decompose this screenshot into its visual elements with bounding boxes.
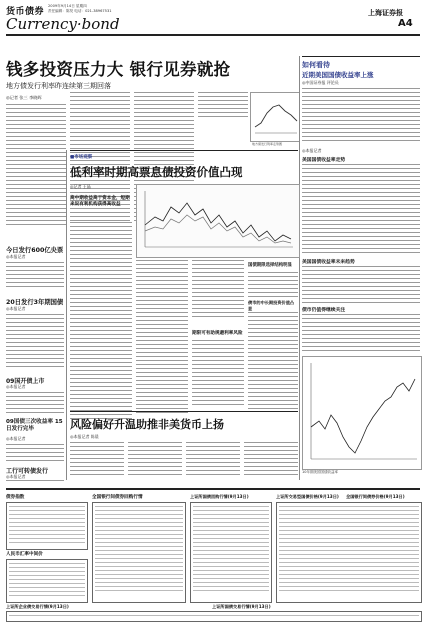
lead-subhead: 地方债发行利率昨连续第三期回落 [6, 82, 111, 90]
box8-title: 上证所国债交易行情(9月13日) [212, 604, 271, 609]
feature-sub4: 债市的中长期投资价值凸显 [248, 300, 298, 312]
box5-title: 上证所交易型国债价格(9月13日) [276, 494, 339, 499]
box6-table [276, 502, 422, 603]
box2-title: 全国银行间债券回购行情 [92, 495, 143, 500]
right-heading-1: 美国国债收益率走势 [302, 158, 346, 163]
column-divider-left [66, 150, 67, 480]
analysis-byline: ◎本报记者 陈晨 [70, 434, 99, 439]
feature-chart [136, 184, 300, 258]
lead-chart-line [255, 105, 297, 127]
lead-chart-svg [251, 93, 299, 141]
feature-body-col4 [248, 272, 298, 412]
feature-body-col3b [192, 340, 244, 408]
feature-chart-svg [137, 185, 299, 257]
brief-1-body [6, 262, 64, 290]
page-number: A4 [398, 18, 413, 29]
lead-body-col1 [6, 104, 66, 228]
box1-table [6, 502, 88, 550]
lead-body-col4 [198, 92, 248, 120]
feature-chart-series-2 [145, 215, 291, 243]
right-chart-line [311, 379, 415, 453]
right-chart [302, 356, 422, 470]
right-body-2 [302, 266, 420, 306]
right-chart-svg [303, 357, 421, 469]
brief-2-body [6, 314, 64, 370]
feature-sub3: 国债期限选择结构明显 [248, 263, 292, 268]
brief-1-title: 今日发行600亿央票 [6, 247, 64, 254]
lead-chart [250, 92, 300, 142]
box1-title: 债券指数 [6, 495, 25, 500]
section-label-cn: 货币债券 [6, 7, 45, 17]
brief-4-title: 09国债三次收益率 15日发行完毕 [6, 419, 63, 432]
column-divider-right [299, 56, 300, 480]
box7-table [6, 611, 422, 622]
analysis-body-col1 [70, 442, 124, 478]
feature-sub2: 期限可有助规避利率风险 [192, 331, 243, 336]
brief-2-byline: ◎本报记者 [6, 306, 26, 311]
paper-name: 上海证券报 [368, 9, 403, 17]
column-title2: 近期美国国债收益率上涨 [302, 71, 374, 79]
feature-body-col3 [192, 260, 244, 320]
bottom-top-rule [6, 488, 420, 490]
feature-top-rule [70, 150, 298, 151]
right-heading-2: 美国国债收益率未来趋势 [302, 260, 355, 265]
column-top-rule [302, 56, 420, 57]
column-body [302, 88, 420, 144]
box4-table [190, 502, 272, 603]
column-byline: ◎中国证券报 评论员 [302, 80, 339, 85]
section-label-en: Currency·bond [6, 15, 120, 33]
analysis-body-col2 [128, 442, 182, 478]
analysis-body-col4 [244, 442, 298, 478]
analysis-top-rule [70, 411, 298, 412]
brief-2-title: 20日发行3年期国债 [6, 299, 64, 306]
masthead-date: 2009年9月14日 星期四 [48, 4, 87, 8]
feature-sub1: 高中期收益高于资本金，短期来说有利机构获得高收益 [70, 196, 130, 207]
feature-headline: 低利率时期高票息债投资价值凸现 [70, 165, 243, 179]
column-title: 如何看待 [302, 61, 330, 69]
feature-body-col2 [136, 260, 188, 416]
box7-title: 上证所企业债交易行情(9月13日) [6, 604, 69, 609]
feature-tag: ■市场观察 [70, 155, 93, 160]
brief-5-byline: ◎本报记者 [6, 474, 26, 479]
masthead-meta [48, 4, 112, 13]
brief-4-body [6, 444, 64, 464]
lead-byline: ◎记者 张三 李晓晖 [6, 95, 42, 100]
brief-5-body [6, 480, 64, 484]
brief-3-byline: ◎本报记者 [6, 384, 26, 389]
right-body-1 [302, 164, 420, 256]
right-chart-caption: 10年期美国国债收益率 [302, 470, 338, 474]
right-body-3 [302, 314, 420, 354]
right-byline: ◎本报记者 [302, 148, 322, 153]
box6-title: 全国银行间债券价格(9月13日) [346, 494, 405, 499]
feature-byline: ◎记者 王晶 [70, 184, 91, 189]
brief-4-byline: ◎本报记者 [6, 436, 26, 441]
brief-3-body [6, 392, 64, 416]
lead-chart-caption: 地方债发行利率走势图 [252, 142, 283, 146]
right-heading-3: 债市仍值得继续关注 [302, 308, 346, 313]
masthead-rule [6, 34, 420, 36]
box3-title: 人民币汇率中间价 [6, 552, 43, 557]
box2-table [92, 502, 186, 603]
box4-title: 上证所国债回购行情(9月13日) [190, 494, 249, 499]
brief-5-title: 工行可转债发行 [6, 468, 49, 475]
analysis-headline: 风险偏好升温助推非美货币上扬 [70, 418, 224, 431]
brief-3-title: 09国开债上市 [6, 378, 45, 385]
masthead-editor: 责任编辑：陈昊 电话：021-38967531 [48, 8, 112, 13]
feature-chart-series-1 [145, 203, 291, 241]
brief-1-byline: ◎本报记者 [6, 254, 26, 259]
box3-table [6, 559, 88, 603]
analysis-body-col3 [186, 442, 240, 478]
feature-body-col1 [70, 222, 132, 422]
lead-headline: 钱多投资压力大 银行见券就抢 [6, 60, 231, 79]
